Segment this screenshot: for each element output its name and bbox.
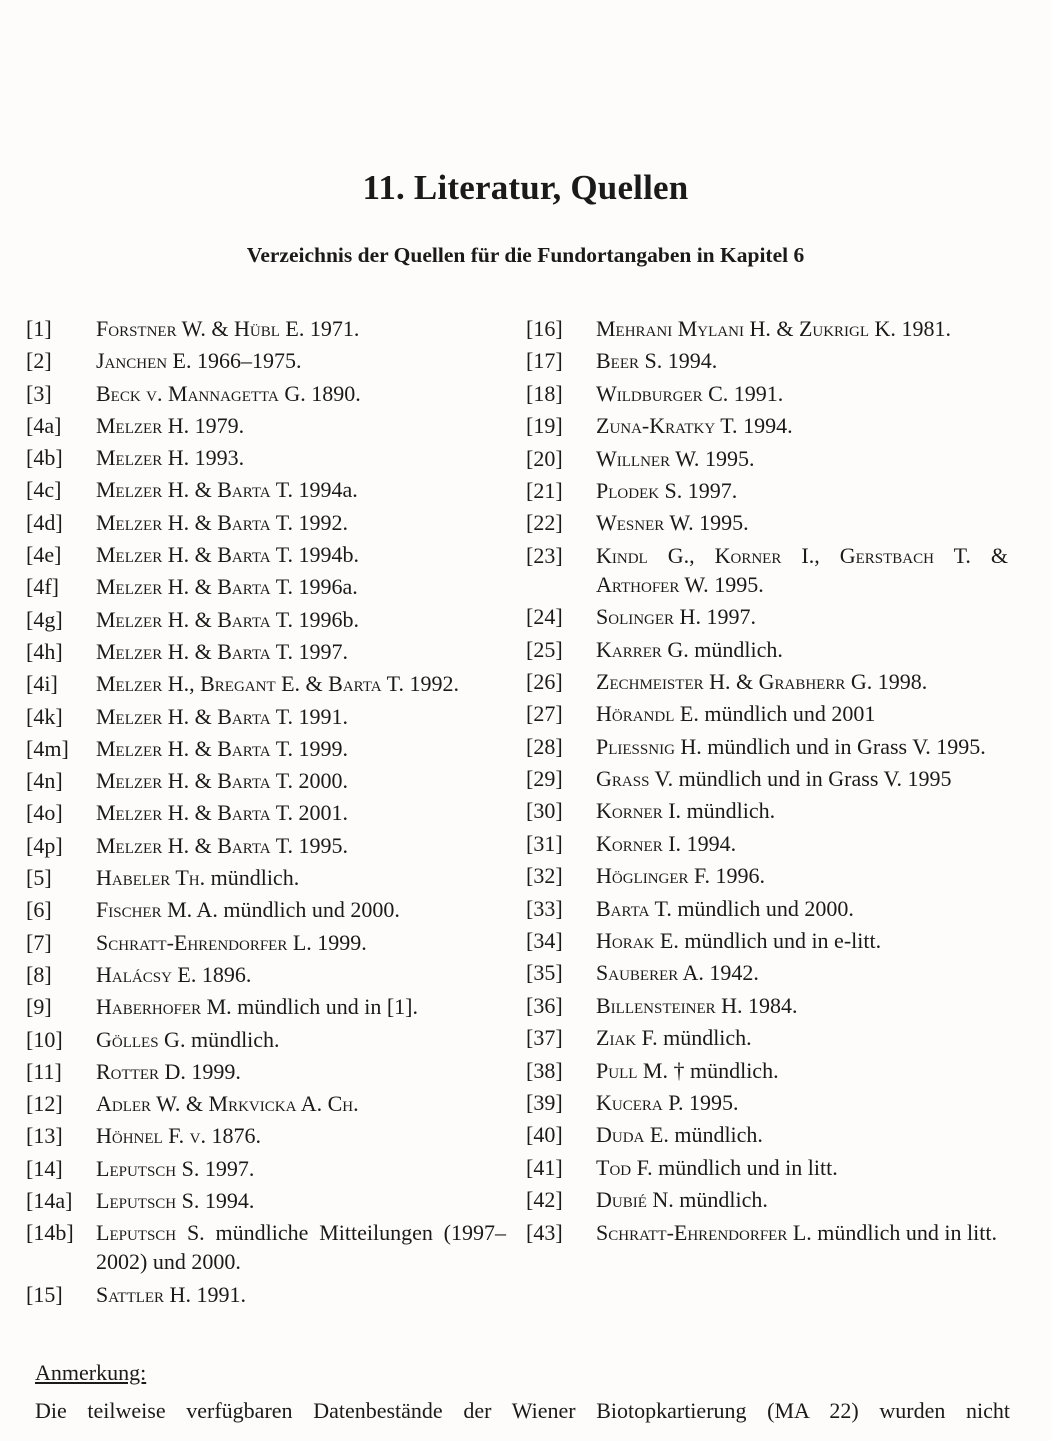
- reference-entry: [526, 602, 1008, 631]
- reference-detail: 1999.: [311, 929, 367, 955]
- reference-text: [96, 540, 506, 569]
- reference-detail: 1992.: [293, 509, 349, 535]
- reference-text: [596, 444, 1008, 473]
- reference-entry: [26, 702, 506, 731]
- reference-detail: 1997.: [199, 1155, 255, 1181]
- reference-author: Schratt-Ehrendorfer L.: [96, 929, 312, 955]
- reference-author: Habeler Th.: [96, 865, 206, 891]
- reference-number: [30]: [526, 798, 563, 824]
- reference-detail: mündlich und 2000.: [671, 895, 854, 921]
- reference-detail: 1991.: [728, 380, 784, 406]
- reference-entry: [26, 734, 506, 763]
- reference-entry: [26, 540, 506, 569]
- reference-number: [14a]: [26, 1188, 73, 1214]
- reference-author: Melzer H. & Barta T.: [96, 768, 294, 794]
- reference-number: [42]: [526, 1187, 563, 1213]
- reference-text: [596, 1023, 1008, 1052]
- reference-number: [4k]: [26, 703, 63, 729]
- reference-number: [17]: [526, 348, 563, 374]
- reference-author: Melzer H. & Barta T.: [96, 542, 294, 568]
- reference-number: [26]: [526, 668, 563, 694]
- reference-detail: 2000.: [293, 768, 349, 794]
- reference-detail: 1996a.: [293, 574, 358, 600]
- reference-detail: 2001.: [293, 800, 349, 826]
- reference-detail: 1991.: [293, 703, 349, 729]
- reference-detail: mündlich und in Grass V. 1995.: [701, 733, 986, 759]
- reference-author: Kindl G., Korner I., Gerstbach T. & Arthofer W.: [596, 542, 1008, 597]
- reference-entry: [526, 411, 1008, 440]
- reference-entry: [526, 1056, 1008, 1085]
- reference-number: [24]: [526, 604, 563, 630]
- reference-text: [96, 702, 506, 731]
- reference-entry: [26, 1280, 506, 1309]
- reference-entry: [26, 637, 506, 666]
- reference-entry: [26, 1121, 506, 1150]
- reference-number: [12]: [26, 1091, 63, 1117]
- reference-author: Fischer M. A.: [96, 897, 218, 923]
- reference-author: Melzer H. & Barta T.: [96, 574, 294, 600]
- reference-number: [18]: [526, 380, 563, 406]
- reference-entry: [526, 476, 1008, 505]
- reference-author: Plodek S.: [596, 477, 683, 503]
- reference-author: Dubié N.: [596, 1187, 674, 1213]
- note-label: Anmerkung:: [35, 1360, 147, 1385]
- reference-number: [36]: [526, 992, 563, 1018]
- reference-number: [4o]: [26, 800, 63, 826]
- reference-number: [4h]: [26, 638, 63, 664]
- reference-detail: mündlich und in litt.: [811, 1219, 997, 1245]
- reference-text: [596, 1088, 1008, 1117]
- reference-entry: [526, 1218, 1008, 1247]
- reference-detail: mündliche Mitteilungen (1997–2002) und 2000.: [96, 1220, 506, 1275]
- reference-entry: [526, 541, 1008, 599]
- reference-text: [96, 928, 506, 957]
- reference-detail: 1997.: [293, 638, 349, 664]
- reference-text: [96, 863, 506, 892]
- reference-detail: 1994b.: [293, 542, 360, 568]
- reference-text: [96, 379, 506, 408]
- reference-entry: [526, 379, 1008, 408]
- reference-author: Grass V.: [596, 766, 674, 792]
- reference-number: [14b]: [26, 1220, 74, 1246]
- reference-entry: [526, 444, 1008, 473]
- reference-entry: [526, 346, 1008, 375]
- reference-number: [31]: [526, 830, 563, 856]
- reference-entry: [26, 1218, 506, 1276]
- reference-text: [96, 443, 506, 472]
- reference-entry: [526, 1185, 1008, 1214]
- reference-entry: [526, 699, 1008, 728]
- reference-author: Ziak F.: [596, 1025, 658, 1051]
- reference-author: Korner I.: [596, 798, 682, 824]
- reference-detail: 1971.: [304, 316, 360, 341]
- reference-text: [596, 314, 1008, 343]
- reference-number: [4a]: [26, 412, 62, 438]
- reference-number: [16]: [526, 316, 563, 341]
- reference-number: [5]: [26, 865, 52, 891]
- reference-text: [596, 926, 1008, 955]
- reference-number: [20]: [526, 445, 563, 471]
- reference-entry: [526, 732, 1008, 761]
- reference-detail: 1896.: [196, 961, 252, 987]
- reference-text: [96, 1025, 506, 1054]
- reference-author: Melzer H. & Barta T.: [96, 832, 294, 858]
- reference-text: [596, 476, 1008, 505]
- reference-number: [13]: [26, 1123, 63, 1149]
- reference-author: Wildburger C.: [596, 380, 729, 406]
- reference-detail: 1995.: [699, 445, 755, 471]
- reference-detail: 1995.: [293, 832, 349, 858]
- reference-number: [29]: [526, 766, 563, 792]
- reference-text: [96, 411, 506, 440]
- reference-number: [11]: [26, 1058, 62, 1084]
- reference-detail: 1995.: [708, 571, 764, 597]
- reference-number: [4e]: [26, 542, 62, 568]
- reference-detail: mündlich und in Grass V. 1995: [673, 766, 952, 792]
- reference-number: [43]: [526, 1219, 563, 1245]
- reference-number: [23]: [526, 542, 563, 568]
- reference-number: [4n]: [26, 768, 63, 794]
- reference-author: Leputsch S.: [96, 1155, 200, 1181]
- reference-number: [7]: [26, 929, 52, 955]
- reference-author: Melzer H.: [96, 412, 190, 438]
- reference-entry: [526, 1153, 1008, 1182]
- reference-number: [37]: [526, 1025, 563, 1051]
- reference-text: [596, 861, 1008, 890]
- reference-entry: [26, 766, 506, 795]
- reference-entry: [526, 1120, 1008, 1149]
- reference-author: Billensteiner H.: [596, 992, 743, 1018]
- reference-author: Beer S.: [596, 348, 663, 374]
- reference-text: [596, 958, 1008, 987]
- reference-text: [596, 829, 1008, 858]
- reference-author: Adler W. & Mrkvicka A. Ch.: [96, 1091, 359, 1117]
- reference-number: [4m]: [26, 735, 69, 761]
- reference-entry: [526, 861, 1008, 890]
- reference-detail: mündlich.: [681, 798, 776, 824]
- reference-author: Melzer H. & Barta T.: [96, 509, 294, 535]
- reference-text: [596, 991, 1008, 1020]
- reference-detail: 1999.: [185, 1058, 241, 1084]
- reference-text: [596, 635, 1008, 664]
- reference-number: [15]: [26, 1281, 63, 1307]
- reference-detail: 1994.: [737, 413, 793, 439]
- reference-text: [96, 314, 506, 343]
- note-text: Die teilweise verfügbaren Datenbestände der Wiener Biotopkartierung (MA 22) wurden nicht: [35, 1398, 1010, 1423]
- reference-text: [596, 1218, 1008, 1247]
- reference-detail: mündlich.: [205, 865, 300, 891]
- reference-entry: [26, 314, 506, 343]
- reference-entry: [526, 894, 1008, 923]
- reference-number: [28]: [526, 733, 563, 759]
- reference-number: [9]: [26, 994, 52, 1020]
- reference-number: [4i]: [26, 671, 58, 697]
- reference-entry: [26, 831, 506, 860]
- reference-text: [96, 766, 506, 795]
- reference-detail: † mündlich.: [667, 1057, 779, 1083]
- page-subtitle: Verzeichnis der Quellen für die Fundortangaben in Kapitel 6: [246, 243, 805, 267]
- reference-entry: [26, 895, 506, 924]
- reference-text: [96, 346, 506, 375]
- reference-text: [596, 602, 1008, 631]
- reference-detail: 1994a.: [293, 477, 358, 503]
- reference-text: [596, 1120, 1008, 1149]
- reference-entry: [26, 1025, 506, 1054]
- reference-author: Horak E.: [596, 928, 679, 954]
- reference-detail: 1994.: [662, 348, 718, 374]
- reference-text: [96, 960, 506, 989]
- reference-detail: mündlich.: [657, 1025, 752, 1051]
- reference-entry: [526, 314, 1008, 343]
- reference-detail: 1876.: [206, 1123, 262, 1149]
- reference-detail: 1997.: [700, 604, 756, 630]
- reference-text: [96, 1218, 506, 1276]
- reference-entry: [526, 958, 1008, 987]
- reference-text: [96, 895, 506, 924]
- reference-number: [34]: [526, 928, 563, 954]
- reference-text: [96, 669, 506, 698]
- reference-entry: [26, 1089, 506, 1118]
- reference-entry: [26, 572, 506, 601]
- reference-detail: mündlich und 2001: [698, 701, 876, 727]
- reference-detail: mündlich.: [668, 1122, 763, 1148]
- reference-text: [96, 1057, 506, 1086]
- reference-entry: [26, 411, 506, 440]
- reference-number: [4b]: [26, 445, 63, 471]
- reference-entry: [526, 1023, 1008, 1052]
- reference-author: Pliessnig H.: [596, 733, 702, 759]
- reference-entry: [26, 798, 506, 827]
- reference-number: [35]: [526, 960, 563, 986]
- reference-number: [3]: [26, 380, 52, 406]
- page-title: 11. Literatur, Quellen: [362, 168, 689, 207]
- reference-detail: 1991.: [190, 1281, 246, 1307]
- reference-entry: [26, 443, 506, 472]
- reference-author: Tod F.: [596, 1154, 653, 1180]
- reference-text: [96, 1089, 506, 1118]
- reference-entry: [526, 991, 1008, 1020]
- reference-number: [39]: [526, 1089, 563, 1115]
- reference-text: [596, 732, 1008, 761]
- reference-entry: [526, 1088, 1008, 1117]
- reference-text: [596, 1185, 1008, 1214]
- reference-text: [96, 831, 506, 860]
- reference-number: [4p]: [26, 832, 63, 858]
- reference-author: Schratt-Ehrendorfer L.: [596, 1219, 812, 1245]
- reference-number: [4d]: [26, 509, 63, 535]
- reference-detail: 1998.: [872, 668, 928, 694]
- reference-entry: [526, 667, 1008, 696]
- reference-number: [4g]: [26, 606, 63, 632]
- reference-entry: [26, 1057, 506, 1086]
- reference-entry: [26, 669, 506, 698]
- reference-author: Höglinger F.: [596, 863, 711, 889]
- reference-text: [596, 508, 1008, 537]
- reference-detail: 1996b.: [293, 606, 360, 632]
- reference-detail: 1995.: [693, 510, 749, 536]
- reference-number: [41]: [526, 1154, 563, 1180]
- reference-entry: [26, 992, 506, 1021]
- reference-author: Rotter D.: [96, 1058, 186, 1084]
- reference-author: Hörandl E.: [596, 701, 699, 727]
- reference-text: [596, 1056, 1008, 1085]
- reference-detail: 1984.: [742, 992, 798, 1018]
- reference-author: Haberhofer M.: [96, 994, 232, 1020]
- reference-author: Beck v. Mannagetta G.: [96, 380, 306, 406]
- reference-text: [96, 475, 506, 504]
- reference-entry: [526, 926, 1008, 955]
- reference-author: Melzer H. & Barta T.: [96, 735, 294, 761]
- reference-detail: 1993.: [189, 445, 245, 471]
- reference-entry: [526, 764, 1008, 793]
- reference-number: [8]: [26, 961, 52, 987]
- reference-entry: [26, 379, 506, 408]
- reference-text: [96, 605, 506, 634]
- reference-author: Melzer H. & Barta T.: [96, 800, 294, 826]
- reference-text: [596, 541, 1008, 599]
- reference-author: Janchen E.: [96, 348, 192, 374]
- reference-author: Kucera P.: [596, 1089, 684, 1115]
- reference-author: Leputsch S.: [96, 1220, 205, 1246]
- reference-detail: 1994.: [199, 1188, 255, 1214]
- reference-number: [4c]: [26, 477, 62, 503]
- reference-detail: mündlich und in e-litt.: [678, 928, 882, 954]
- reference-text: [596, 764, 1008, 793]
- reference-detail: 1992.: [403, 671, 459, 697]
- reference-detail: mündlich und in [1].: [231, 994, 419, 1020]
- reference-text: [96, 992, 506, 1021]
- reference-author: Leputsch S.: [96, 1188, 200, 1214]
- reference-text: [596, 699, 1008, 728]
- reference-detail: 1981.: [895, 316, 951, 341]
- reference-detail: mündlich.: [688, 636, 783, 662]
- reference-number: [4f]: [26, 574, 59, 600]
- reference-detail: 1942.: [703, 960, 759, 986]
- reference-author: Melzer H. & Barta T.: [96, 606, 294, 632]
- reference-detail: mündlich und 2000.: [217, 897, 400, 923]
- reference-author: Halácsy E.: [96, 961, 197, 987]
- reference-author: Sattler H.: [96, 1281, 191, 1307]
- reference-text: [596, 346, 1008, 375]
- reference-number: [27]: [526, 701, 563, 727]
- reference-number: [19]: [526, 413, 563, 439]
- reference-number: [2]: [26, 348, 52, 374]
- reference-author: Forstner W. & Hübl E.: [96, 316, 305, 341]
- reference-number: [40]: [526, 1122, 563, 1148]
- reference-author: Zechmeister H. & Grabherr G.: [596, 668, 873, 694]
- reference-author: Melzer H., Bregant E. & Barta T.: [96, 671, 404, 697]
- reference-text: [96, 637, 506, 666]
- reference-detail: 1890.: [305, 380, 361, 406]
- reference-text: [96, 572, 506, 601]
- reference-text: [596, 894, 1008, 923]
- reference-number: [1]: [26, 316, 52, 341]
- reference-text: [96, 508, 506, 537]
- reference-detail: mündlich.: [185, 1026, 280, 1052]
- reference-author: Sauberer A.: [596, 960, 704, 986]
- reference-author: Melzer H. & Barta T.: [96, 703, 294, 729]
- reference-number: [10]: [26, 1026, 63, 1052]
- reference-detail: mündlich und in litt.: [652, 1154, 838, 1180]
- reference-entry: [526, 829, 1008, 858]
- reference-number: [33]: [526, 895, 563, 921]
- reference-number: [6]: [26, 897, 52, 923]
- reference-detail: 1995.: [683, 1089, 739, 1115]
- reference-list-right: [526, 314, 1008, 1250]
- reference-text: [596, 379, 1008, 408]
- reference-text: [96, 734, 506, 763]
- reference-entry: [26, 928, 506, 957]
- reference-number: [32]: [526, 863, 563, 889]
- reference-author: Barta T.: [596, 895, 672, 921]
- reference-text: [596, 796, 1008, 825]
- reference-detail: 1979.: [189, 412, 245, 438]
- reference-author: Melzer H.: [96, 445, 190, 471]
- reference-text: [596, 1153, 1008, 1182]
- reference-entry: [26, 960, 506, 989]
- reference-author: Korner I.: [596, 830, 682, 856]
- reference-number: [22]: [526, 510, 563, 536]
- reference-author: Solinger H.: [596, 604, 701, 630]
- reference-author: Zuna-Kratky T.: [596, 413, 738, 439]
- reference-detail: 1999.: [293, 735, 349, 761]
- reference-entry: [26, 863, 506, 892]
- reference-text: [96, 1280, 506, 1309]
- reference-detail: 1996.: [710, 863, 766, 889]
- reference-detail: mündlich.: [673, 1187, 768, 1213]
- reference-text: [596, 667, 1008, 696]
- reference-number: [14]: [26, 1155, 63, 1181]
- reference-detail: 1997.: [682, 477, 738, 503]
- reference-detail: 1994.: [681, 830, 737, 856]
- reference-detail: 1966–1975.: [191, 348, 302, 374]
- reference-entry: [526, 635, 1008, 664]
- reference-text: [96, 1121, 506, 1150]
- reference-author: Wesner W.: [596, 510, 694, 536]
- reference-entry: [26, 1186, 506, 1215]
- reference-author: Gölles G.: [96, 1026, 186, 1052]
- reference-text: [96, 798, 506, 827]
- reference-entry: [26, 475, 506, 504]
- reference-text: [96, 1154, 506, 1183]
- reference-number: [21]: [526, 477, 563, 503]
- reference-entry: [26, 508, 506, 537]
- reference-entry: [526, 796, 1008, 825]
- reference-text: [596, 411, 1008, 440]
- reference-number: [25]: [526, 636, 563, 662]
- reference-author: Melzer H. & Barta T.: [96, 638, 294, 664]
- reference-author: Karrer G.: [596, 636, 689, 662]
- reference-entry: [26, 605, 506, 634]
- reference-entry: [26, 346, 506, 375]
- reference-list-left: [26, 314, 506, 1312]
- reference-entry: [26, 1154, 506, 1183]
- reference-entry: [526, 508, 1008, 537]
- reference-author: Duda E.: [596, 1122, 669, 1148]
- reference-number: [38]: [526, 1057, 563, 1083]
- reference-author: Willner W.: [596, 445, 700, 471]
- reference-author: Pull M.: [596, 1057, 668, 1083]
- reference-author: Melzer H. & Barta T.: [96, 477, 294, 503]
- reference-author: Höhnel F. v.: [96, 1123, 207, 1149]
- reference-author: Mehrani Mylani H. & Zukrigl K.: [596, 316, 896, 341]
- reference-text: [96, 1186, 506, 1215]
